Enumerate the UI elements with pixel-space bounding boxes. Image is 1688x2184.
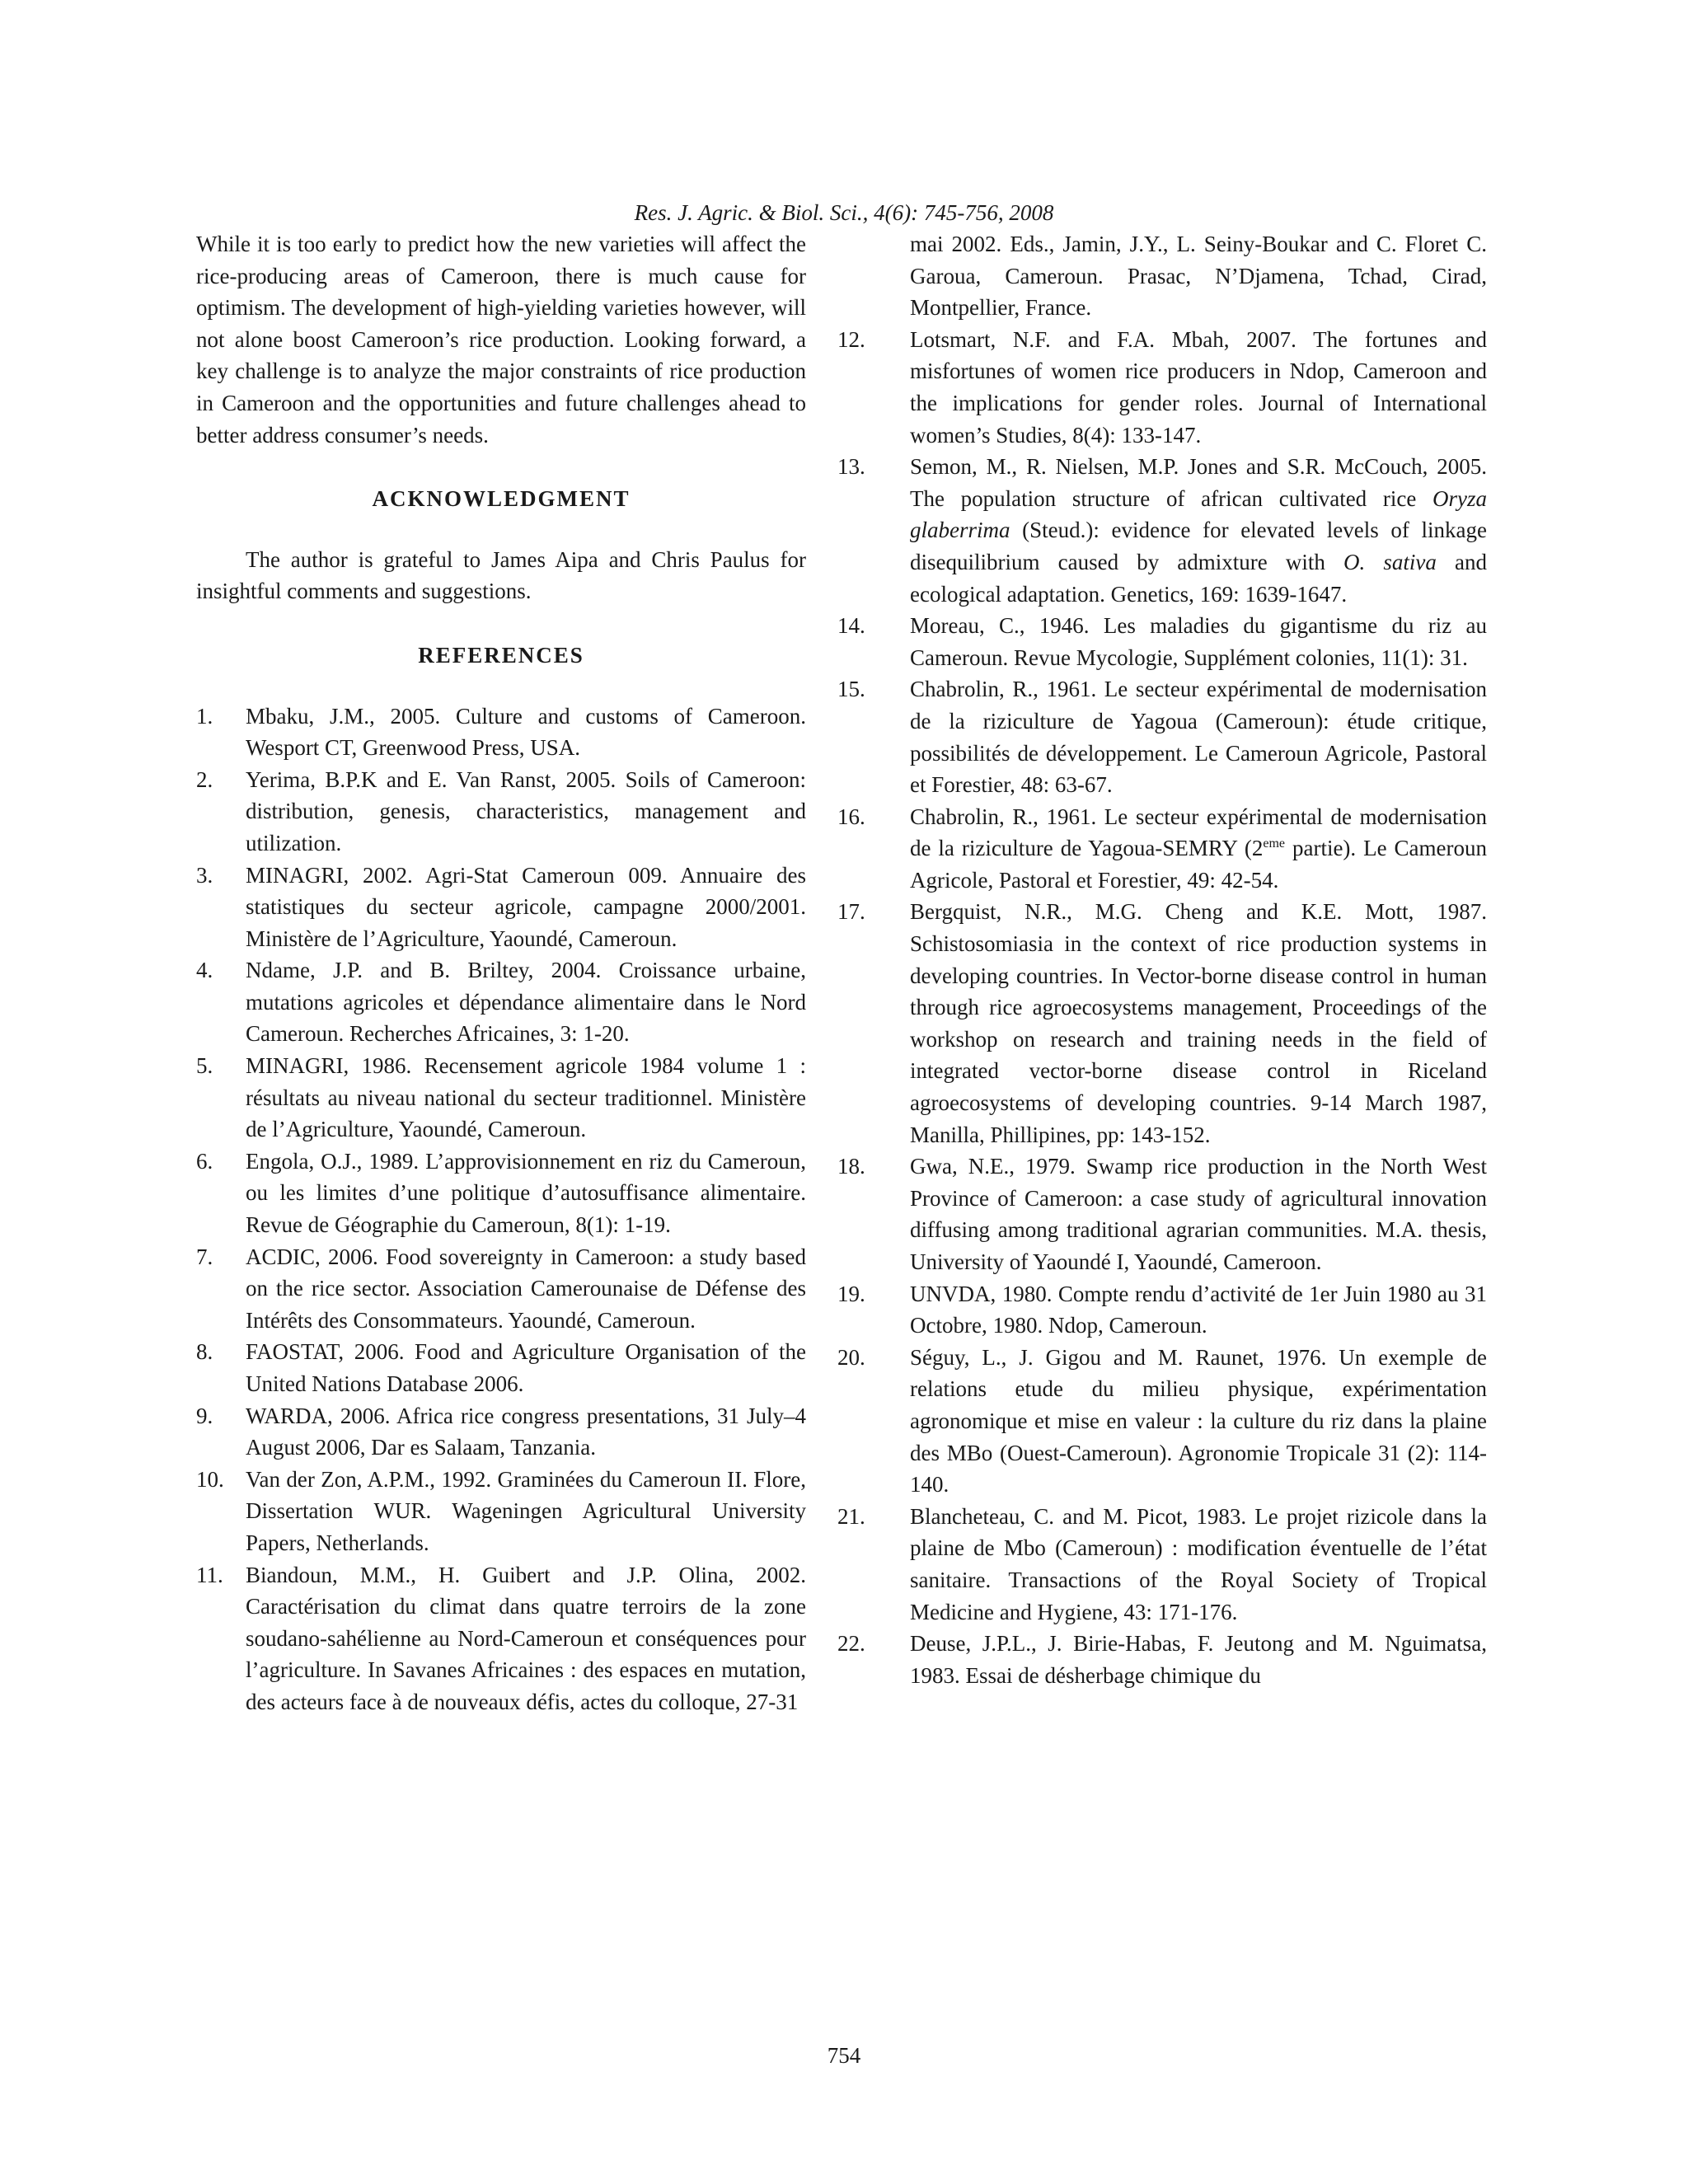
page-number: 754 [827,2043,861,2068]
reference-text-part: Semon, M., R. Nielsen, M.P. Jones and S.R. McCouch, 2005. The population structure of african cultivated rice [910,454,1487,511]
reference-text: MINAGRI, 2002. Agri-Stat Cameroun 009. Annuaire des statistiques du secteur agricole, campagne 2000/2001. Ministère de l’Agriculture, Yaoundé, Cameroun. [246,862,806,951]
reference-item [837,801,1487,897]
reference-item [196,701,806,764]
references-heading: REFERENCES [418,642,584,668]
reference-number: 5. [196,1053,213,1079]
reference-text: Ndame, J.P. and B. Briltey, 2004. Croissance urbaine, mutations agricoles et dépendance alimentaire dans le Nord Cameroun. Recherches Africaines, 3: 1-20. [246,958,806,1047]
running-head: Res. J. Agric. & Biol. Sci., 4(6): 745-756, 2008 [634,200,1054,225]
reference-item [196,1559,806,1718]
reference-text: Moreau, C., 1946. Les maladies du gigantisme du riz au Cameroun. Revue Mycologie, Supplément colonies, 11(1): 31. [910,613,1487,670]
reference-item [837,896,1487,1151]
reference-number: 4. [196,958,213,983]
reference-text: Chabrolin, R., 1961. Le secteur expérimental de modernisation de la riziculture de Yagoua (Cameroun): étude critique, possibilités de développement. Le Cameroun Agricole, Pastoral et Forestier, 48: 63-67. [910,677,1487,798]
reference-item [837,1278,1487,1342]
reference-number: 16. [837,804,865,829]
reference-text-part: partie). Le Cameroun Agricole, Pastoral et Forestier, 49: 42-54. [910,836,1487,893]
reference-item [196,1146,806,1241]
reference-item [837,610,1487,673]
acknowledgment-text: The author is grateful to James Aipa and Chris Paulus for insightful comments and suggestions. [196,546,806,604]
reference-list-right [837,324,1488,1692]
reference-item [837,1628,1487,1691]
reference-number: 20. [837,1344,865,1370]
reference-text: MINAGRI, 1986. Recensement agricole 1984 volume 1 : résultats au niveau national du secteur traditionnel. Ministère de l’Agriculture, Yaoundé, Cameroun. [246,1053,806,1142]
reference-number: 13. [837,454,865,480]
reference-item [837,1342,1487,1501]
reference-number: 17. [837,899,865,925]
reference-text: ACDIC, 2006. Food sovereignty in Cameroon: a study based on the rice sector. Association Camerounaise de Défense des Intérêts des Consommateurs. Yaoundé, Cameroun. [246,1244,806,1333]
reference-text: Deuse, J.P.L., J. Birie-Habas, F. Jeutong and M. Nguimatsa, 1983. Essai de désherbage chimique du [910,1631,1487,1688]
reference-number: 21. [837,1503,865,1529]
reference-text: Gwa, N.E., 1979. Swamp rice production in the North West Province of Cameroon: a case study of agricultural innovation diffusing among traditional agrarian communities. M.A. thesis, University of Yaoundé I, Yaoundé, Cameroon. [910,1154,1487,1274]
reference-number: 3. [196,862,213,888]
reference-item [837,324,1487,451]
reference-text: Blancheteau, C. and M. Picot, 1983. Le projet rizicole dans la plaine de Mbo (Cameroun) : modification éventuelle de l’état sanitaire. Transactions of the Royal Society of Tropical Medicine and Hygiene, 43: 171-176. [910,1503,1487,1624]
reference-item [837,673,1487,800]
reference-number: 1. [196,703,213,729]
species-name: O. sativa [1343,549,1437,574]
reference-item [196,764,806,860]
reference-item [196,1400,806,1464]
reference-number: 14. [837,613,865,639]
reference-number: 22. [837,1631,865,1657]
reference-item [196,1050,806,1146]
left-column [196,228,806,1718]
reference-item [196,1336,806,1399]
superscript: eme [1263,837,1286,851]
reference-number: 9. [196,1403,213,1428]
species-name: Oryza glaberrima [910,485,1487,543]
reference-number: 10. [196,1466,224,1492]
acknowledgment-heading: ACKNOWLEDGMENT [372,486,631,512]
reference-item [837,1501,1487,1628]
reference-list-left [196,701,806,1718]
reference-number: 18. [837,1154,865,1179]
reference-text: Yerima, B.P.K and E. Van Ranst, 2005. Soils of Cameroon: distribution, genesis, characteristics, management and utilization. [246,766,806,855]
reference-number: 8. [196,1339,213,1365]
reference-text: Engola, O.J., 1989. L’approvisionnement en riz du Cameroun, ou les limites d’une politique d’autosuffisance alimentaire. Revue de Géographie du Cameroun, 8(1): 1-19. [246,1148,806,1238]
reference-text: Van der Zon, A.P.M., 1992. Graminées du Cameroun II. Flore, Dissertation WUR. Wageningen Agricultural University Papers, Netherlands. [246,1466,806,1555]
reference-number: 19. [837,1281,865,1306]
reference-text-part: and ecological adaptation. Genetics, 169: 1639-1647. [910,549,1488,607]
reference-item [837,451,1488,610]
reference-item [196,1464,806,1559]
reference-text: Lotsmart, N.F. and F.A. Mbah, 2007. The fortunes and misfortunes of women rice producers in Ndop, Cameroon and the implications for gender roles. Journal of International women’s Studies, 8(4): 133-147. [910,326,1487,448]
reference-text: Bergquist, N.R., M.G. Cheng and K.E. Mott, 1987. Schistosomiasia in the context of rice production systems in developing countries. In Vector-borne disease control in human through rice agroecosystems management, Proceedings of the workshop on research and training needs in the field of integrated vector-borne disease control in Riceland agroecosystems of developing countries. 9-14 March 1987, Manilla, Phillipines, pp: 143-152. [910,899,1487,1147]
reference-text: Mbaku, J.M., 2005. Culture and customs of Cameroon. Wesport CT, Greenwood Press, USA. [246,703,806,761]
reference-text: Séguy, L., J. Gigou and M. Raunet, 1976. Un exemple de relations etude du milieu physique, expérimentation agronomique et mise en valeur : la culture du riz dans la plaine des MBo (Ouest-Cameroun). Agronomie Tropicale 31 (2): 114-140. [910,1344,1487,1497]
right-column [837,228,1488,1691]
reference-text: Biandoun, M.M., H. Guibert and J.P. Olina, 2002. Caractérisation du climat dans quatre terroirs de la zone soudano-sahélienne au Nord-Cameroun et conséquences pour l’agriculture. In Savanes Africaines : des espaces en mutation, des acteurs face à de nouveaux défis, actes du colloque, 27-31 [246,1562,806,1714]
reference-item [837,1151,1487,1277]
intro-paragraph: While it is too early to predict how the new varieties will affect the rice-producing areas of Cameroon, there is much cause for optimism. The development of high-yielding varieties however, will not alone boost Cameroon’s rice production. Looking forward, a key challenge is to analyze the major constraints of rice production in Cameroon and the opportunities and future challenges ahead to better address consumer’s needs. [196,232,806,448]
reference-item [196,954,806,1050]
reference-number: 2. [196,766,213,792]
reference-item [196,860,806,955]
reference-number: 15. [837,677,865,702]
reference-text-part: Chabrolin, R., 1961. Le secteur expérimental de modernisation de la riziculture de Yagoua-SEMRY (2 [910,804,1487,861]
reference-text-part: (Steud.): evidence for elevated levels of linkage disequilibrium caused by admixture with [910,518,1487,574]
reference-number: 6. [196,1148,213,1174]
reference-text: UNVDA, 1980. Compte rendu d’activité de 1er Juin 1980 au 31 Octobre, 1980. Ndop, Cameroun. [910,1281,1487,1338]
reference-text: FAOSTAT, 2006. Food and Agriculture Organisation of the United Nations Database 2006. [246,1339,806,1396]
reference-text: WARDA, 2006. Africa rice congress presentations, 31 July–4 August 2006, Dar es Salaam, Tanzania. [246,1403,806,1460]
reference-number: 7. [196,1244,213,1269]
reference-number: 12. [837,326,865,352]
reference-number: 11. [196,1562,223,1587]
reference-continuation: mai 2002. Eds., Jamin, J.Y., L. Seiny-Boukar and C. Floret C. Garoua, Cameroun. Prasac, N’Djamena, Tchad, Cirad, Montpellier, France. [910,232,1487,321]
reference-item [196,1241,806,1337]
